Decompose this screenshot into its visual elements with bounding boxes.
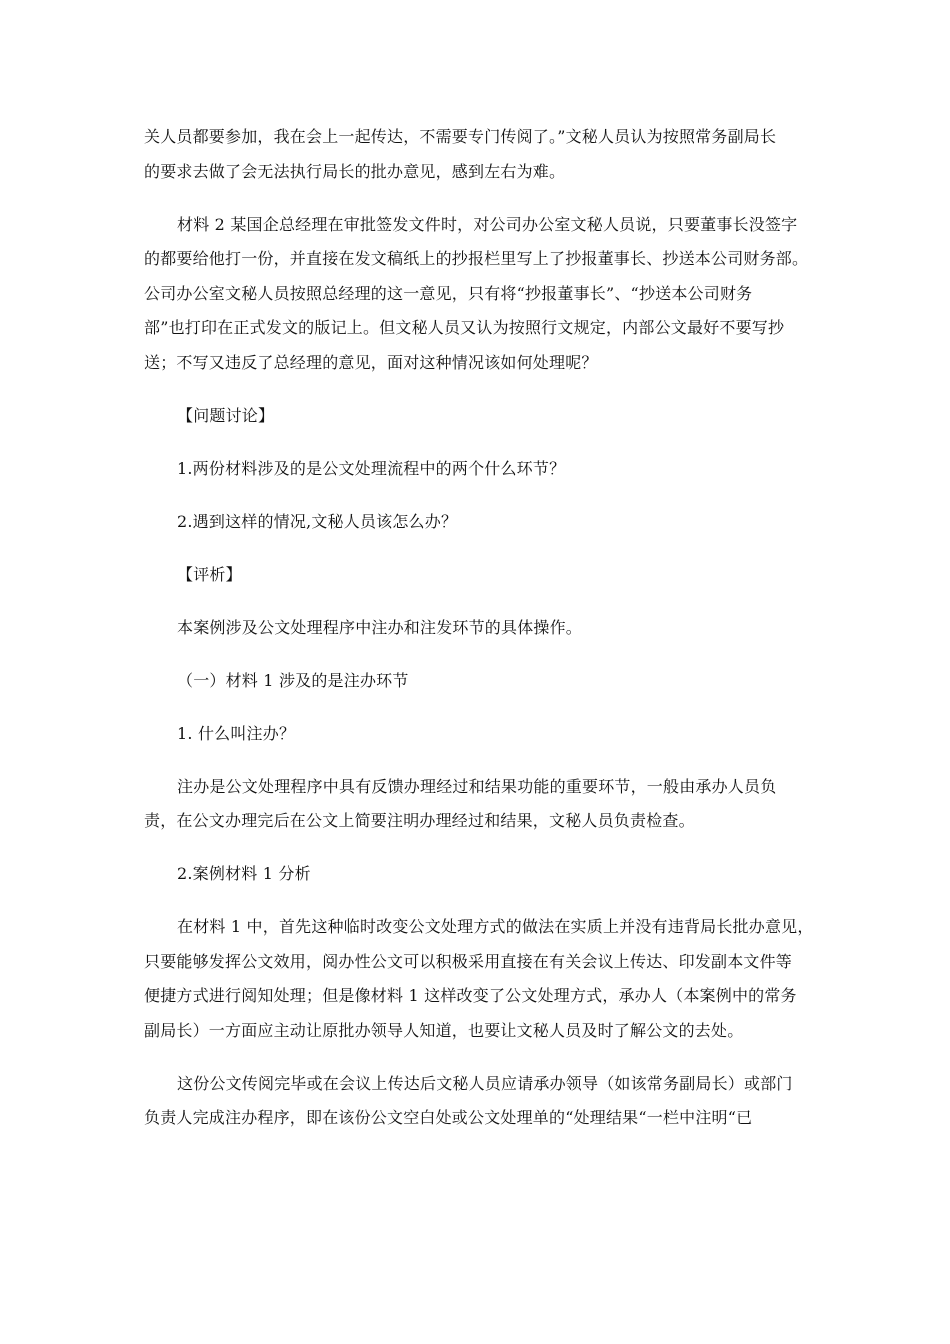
subheading-what-is-zhuban: 1. 什么叫注办？ <box>177 723 296 743</box>
paragraph-gap <box>144 380 810 399</box>
document-body <box>144 120 814 1136</box>
question-1: 1.两份材料涉及的是公文处理流程中的两个什么环节？ <box>177 458 566 478</box>
paragraph-gap <box>144 189 810 208</box>
section-heading-discussion: 【问题讨论】 <box>177 405 275 425</box>
text-line: 副局长）一方面应主动让原批办领导人知道，也要让文秘人员及时了解公文的去处。 <box>144 1020 744 1040</box>
text-line: 这份公文传阅完毕或在会议上传达后文秘人员应请承办领导（如该常务副局长）或部门 <box>177 1073 793 1093</box>
text-line: 责，在公文办理完后在公文上简要注明办理经过和结果，文秘人员负责检查。 <box>144 811 695 830</box>
paragraph-gap <box>144 751 810 770</box>
paragraph-gap <box>144 892 810 911</box>
text-line: 材料 2 某国企总经理在审批签发文件时，对公司办公室文秘人员说，只要董事长没签字 <box>177 214 798 234</box>
section-heading-analysis: 【评析】 <box>177 564 242 584</box>
text-line: 负责人完成注办程序，即在该份公文空白处或公文处理单的“处理结果“一栏中注明“已 <box>144 1108 753 1127</box>
text-line: 在材料 1 中，首先这种临时改变公文处理方式的做法在实质上并没有违背局长批办意见， <box>177 917 814 936</box>
text-line: 公司办公室文秘人员按照总经理的这一意见，只有将“抄报董事长”、“抄送本公司财务 <box>144 283 753 303</box>
subheading-part-1: （一）材料 1 涉及的是注办环节 <box>177 670 409 690</box>
paragraph-gap <box>144 645 810 664</box>
paragraph-gap <box>144 592 810 611</box>
paragraph-gap <box>144 1048 810 1067</box>
subheading-case-analysis: 2.案例材料 1 分析 <box>177 864 311 883</box>
paragraph-intro: 本案例涉及公文处理程序中注办和注发环节的具体操作。 <box>177 617 583 637</box>
paragraph-gap <box>144 486 810 505</box>
text-line: 便捷方式进行阅知处理；但是像材料 1 这样改变了公文处理方式，承办人（本案例中的常务 <box>144 986 797 1005</box>
text-line: 关人员都要参加，我在会上一起传达，不需要专门传阅了。”文秘人员认为按照常务副局长 <box>144 127 777 146</box>
paragraph-gap <box>144 698 810 717</box>
text-line: 部”也打印在正式发文的版记上。但文秘人员又认为按照行文规定，内部公文最好不要写抄 <box>144 318 785 337</box>
text-line: 的要求去做了会无法执行局长的批办意见，感到左右为难。 <box>144 161 566 181</box>
text-line: 注办是公文处理程序中具有反馈办理经过和结果功能的重要环节，一般由承办人员负 <box>177 776 777 796</box>
paragraph-case-analysis <box>144 910 814 1048</box>
text-line: 的都要给他打一份，并直接在发文稿纸上的抄报栏里写上了抄报董事长、抄送本公司财务部。 <box>144 249 809 268</box>
paragraph-gap <box>144 839 810 858</box>
text-line: 只要能够发挥公文效用，阅办性公文可以积极采用直接在有关会议上传达、印发副本文件等 <box>144 951 793 971</box>
paragraph-procedure <box>144 1067 810 1136</box>
paragraph-material-2 <box>144 208 810 381</box>
question-2: 2.遇到这样的情况,文秘人员该怎么办？ <box>177 511 458 531</box>
paragraph-gap <box>144 433 810 452</box>
paragraph-continuation <box>144 120 810 189</box>
paragraph-definition <box>144 770 810 839</box>
paragraph-gap <box>144 539 810 558</box>
text-line: 送；不写又违反了总经理的意见，面对这种情况该如何处理呢？ <box>144 352 598 372</box>
